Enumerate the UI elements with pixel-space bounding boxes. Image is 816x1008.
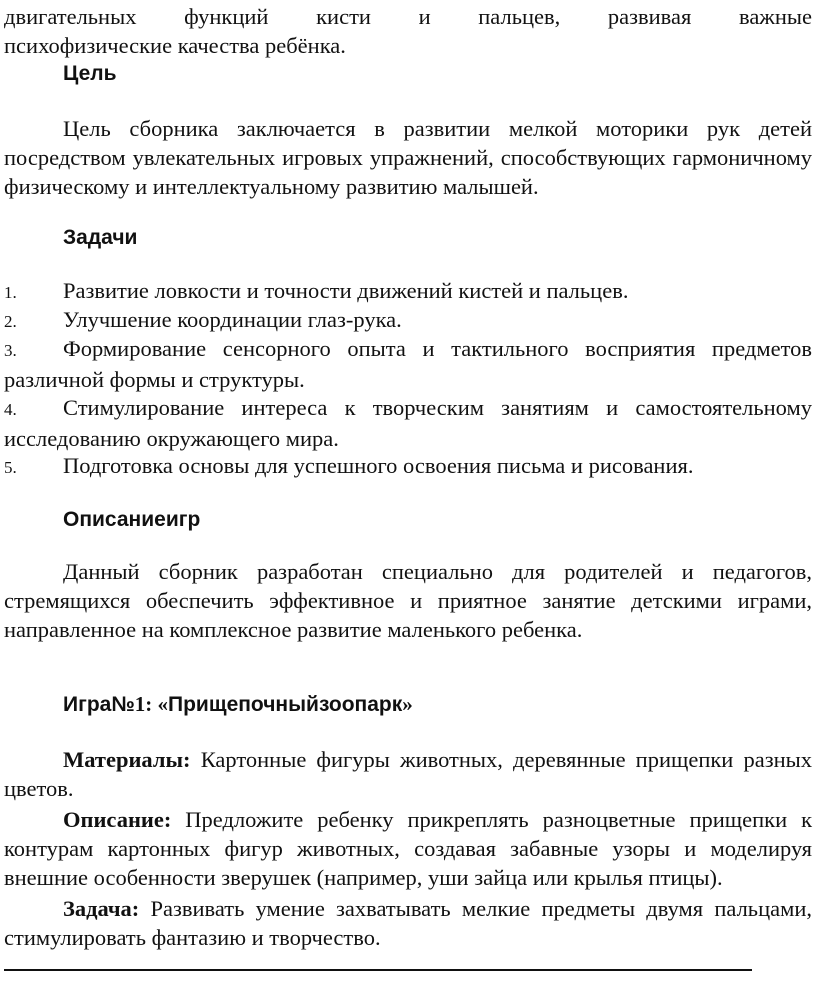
materials-text: Картонные фигуры животных, деревянные прищепки разных цветов. bbox=[4, 747, 812, 801]
game-description-label: Описание: bbox=[63, 807, 172, 832]
task-item bbox=[4, 451, 812, 482]
task-item bbox=[4, 276, 812, 307]
game-description-paragraph bbox=[4, 805, 812, 892]
game-heading-close: » bbox=[402, 692, 413, 716]
task-text: Стимулирование интереса к творческим занятиям и самостоятельному исследованию окружающего мира. bbox=[4, 395, 812, 451]
materials-paragraph bbox=[4, 745, 812, 803]
intro-line-2: психофизические качества ребёнка. bbox=[4, 33, 346, 58]
goal-heading: Цель bbox=[63, 62, 117, 85]
task-text: Подготовка основы для успешного освоения письма и рисования. bbox=[63, 453, 694, 478]
game-heading-name: Прищепочныйзоопарк bbox=[168, 693, 403, 716]
intro-line-1: двигательных функций кисти и пальцев, развивая важные bbox=[4, 4, 812, 29]
task-number: 1. bbox=[4, 283, 17, 302]
task-number: 5. bbox=[4, 458, 17, 477]
game-heading bbox=[63, 690, 413, 719]
footnote-divider bbox=[4, 969, 752, 971]
materials-label: Материалы: bbox=[63, 747, 191, 772]
game-task-label: Задача: bbox=[63, 896, 140, 921]
game-task-paragraph bbox=[4, 894, 812, 952]
task-text: Развитие ловкости и точности движений кистей и пальцев. bbox=[63, 278, 629, 303]
task-number: 4. bbox=[4, 400, 17, 419]
task-number: 3. bbox=[4, 341, 17, 360]
goal-paragraph: Цель сборника заключается в развитии мелкой моторики рук детей посредством увлекательных игровых упражнений, способствующих гармоничному физическому и интеллектуальному развитию малышей. bbox=[4, 116, 812, 199]
task-item bbox=[4, 393, 812, 453]
tasks-heading: Задачи bbox=[63, 226, 138, 249]
game-task-text: Развивать умение захватывать мелкие предметы двумя пальцами, стимулировать фантазию и творчество. bbox=[4, 896, 812, 950]
description-heading: Описаниеигр bbox=[63, 508, 201, 531]
game-heading-prefix: Игра№ bbox=[63, 693, 135, 716]
game-heading-number: 1: « bbox=[134, 692, 169, 716]
description-paragraph: Данный сборник разработан специально для родителей и педагогов, стремящихся обеспечить эффективное и приятное занятие детскими играми, направленное на комплексное развитие маленького ребенка. bbox=[4, 559, 812, 642]
task-number: 2. bbox=[4, 312, 17, 331]
task-text: Формирование сенсорного опыта и тактильного восприятия предметов различной формы и структуры. bbox=[4, 336, 812, 392]
task-text: Улучшение координации глаз-рука. bbox=[63, 307, 402, 332]
task-item bbox=[4, 305, 812, 336]
task-item bbox=[4, 334, 812, 394]
game-description-text: Предложите ребенку прикреплять разноцветные прищепки к контурам картонных фигур животных, создавая забавные узоры и моделируя внешние особенности зверушек (например, уши зайца или крылья птицы). bbox=[4, 807, 812, 890]
